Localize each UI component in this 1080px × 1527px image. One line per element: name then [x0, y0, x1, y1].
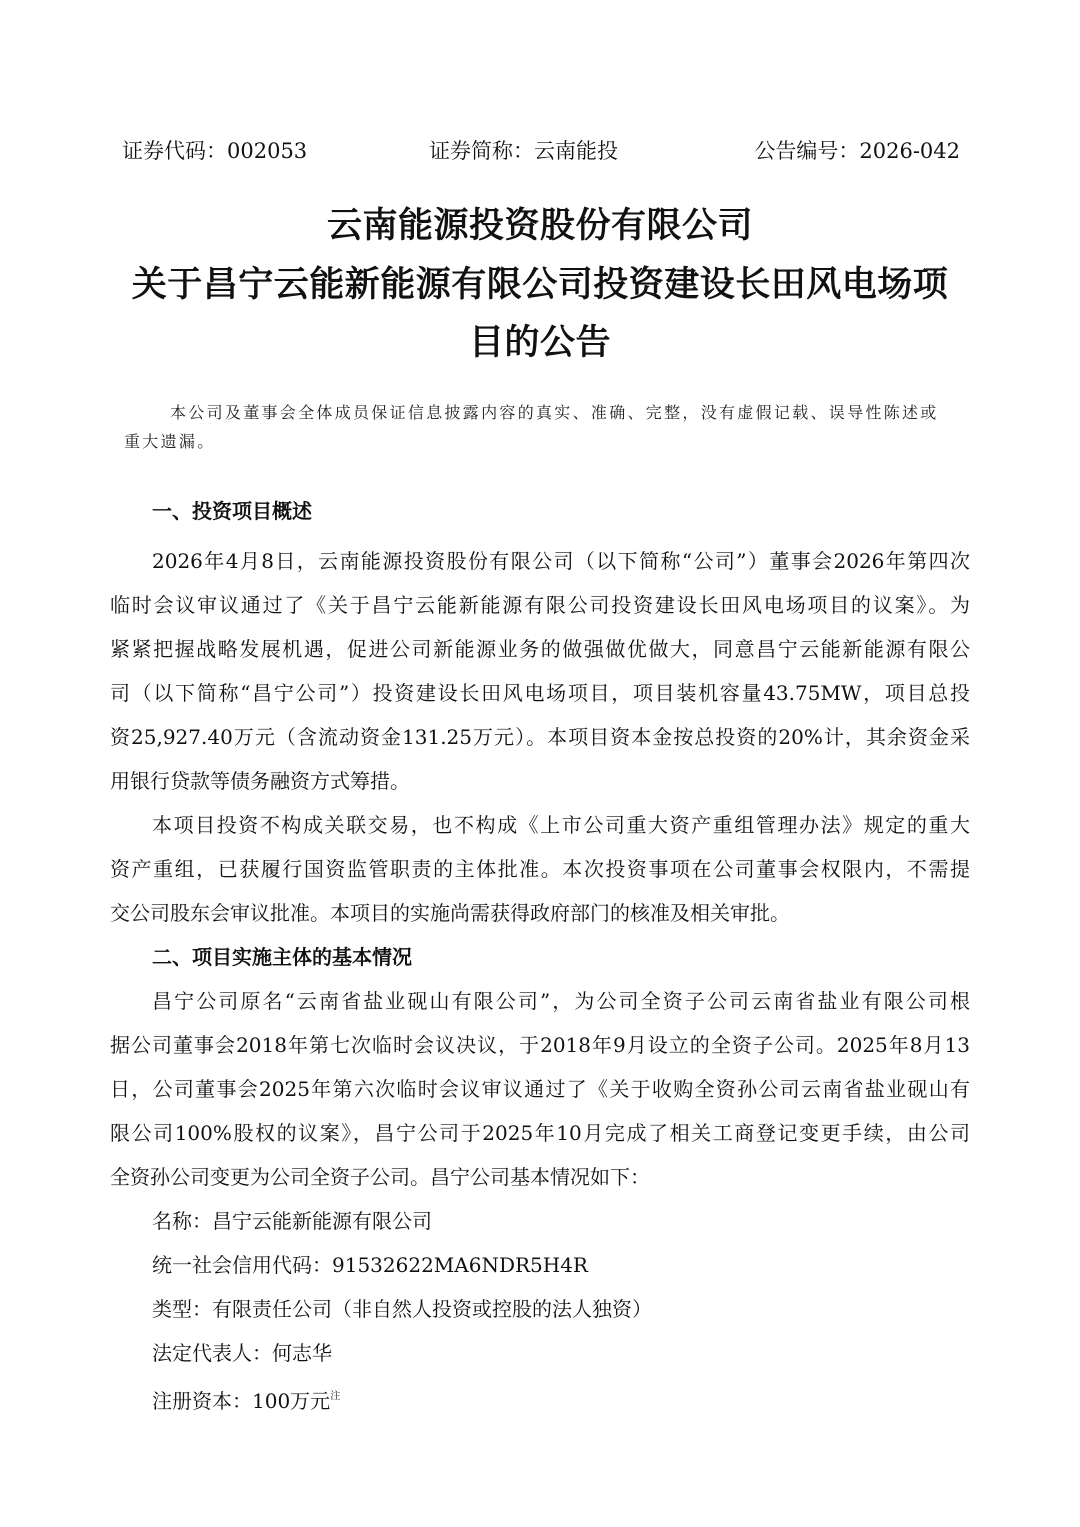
company-type-field: 类型：有限责任公司（非自然人投资或控股的法人独资） [152, 1297, 652, 1321]
paragraph-line: 交公司股东会审议批准。本项目的实施尚需获得政府部门的核准及相关审批。 [110, 901, 790, 925]
announcement-header [122, 134, 960, 168]
stock-code: 证券代码：002053 [122, 139, 308, 163]
paragraph-line: 本项目投资不构成关联交易，也不构成《上市公司重大资产重组管理办法》规定的重大 [152, 813, 970, 837]
paragraph-line: 用银行贷款等债务融资方式筹措。 [110, 769, 410, 793]
legal-representative-field: 法定代表人：何志华 [152, 1341, 332, 1365]
paragraph-line: 临时会议审议通过了《关于昌宁云能新能源有限公司投资建设长田风电场项目的议案》。为 [110, 593, 970, 617]
title-line-3: 目的公告 [468, 323, 611, 363]
paragraph-line: 资25,927.40万元（含流动资金131.25万元）。本项目资本金按总投资的20%计，其余资金采 [110, 725, 970, 749]
paragraph-line: 昌宁公司原名“云南省盐业砚山有限公司”，为公司全资子公司云南省盐业有限公司根 [152, 989, 970, 1013]
paragraph-line: 司（以下简称“昌宁公司”）投资建设长田风电场项目，项目装机容量43.75MW，项目总投 [110, 681, 970, 705]
section-1-heading: 一、投资项目概述 [152, 499, 312, 523]
section-2-heading: 二、项目实施主体的基本情况 [152, 945, 412, 969]
paragraph-line: 2026年4月8日，云南能源投资股份有限公司（以下简称“公司”）董事会2026年第四次 [152, 549, 970, 573]
company-name-field: 名称：昌宁云能新能源有限公司 [152, 1209, 432, 1233]
announcement-number: 公告编号：2026-042 [754, 139, 960, 163]
stock-name: 证券简称：云南能投 [429, 139, 618, 163]
title-line-1: 云南能源投资股份有限公司 [326, 206, 753, 246]
paragraph-line: 据公司董事会2018年第七次临时会议决议，于2018年9月设立的全资子公司。2025年8月13 [110, 1033, 970, 1057]
paragraph-line: 全资孙公司变更为公司全资子公司。昌宁公司基本情况如下： [110, 1165, 650, 1189]
registered-capital-value: 注册资本：100万元 [152, 1389, 331, 1413]
credit-code-field: 统一社会信用代码：91532622MA6NDR5H4R [152, 1253, 588, 1277]
paragraph-line: 紧紧把握战略发展机遇，促进公司新能源业务的做强做优做大，同意昌宁云能新能源有限公 [110, 637, 970, 661]
disclaimer-line-1: 本公司及董事会全体成员保证信息披露内容的真实、准确、完整，没有虚假记载、误导性陈述或 [170, 403, 939, 422]
footnote-marker: 注 [330, 1391, 341, 1402]
paragraph-line: 日，公司董事会2025年第六次临时会议审议通过了《关于收购全资孙公司云南省盐业砚山有 [110, 1077, 970, 1101]
title-line-2: 关于昌宁云能新能源有限公司投资建设长田风电场项 [131, 265, 949, 305]
disclaimer-line-2: 重大遗漏。 [124, 432, 216, 451]
paragraph-line: 资产重组，已获履行国资监管职责的主体批准。本次投资事项在公司董事会权限内，不需提 [110, 857, 970, 881]
paragraph-line: 限公司100%股权的议案》，昌宁公司于2025年10月完成了相关工商登记变更手续，由公司 [110, 1121, 970, 1145]
registered-capital-field [152, 1382, 340, 1416]
